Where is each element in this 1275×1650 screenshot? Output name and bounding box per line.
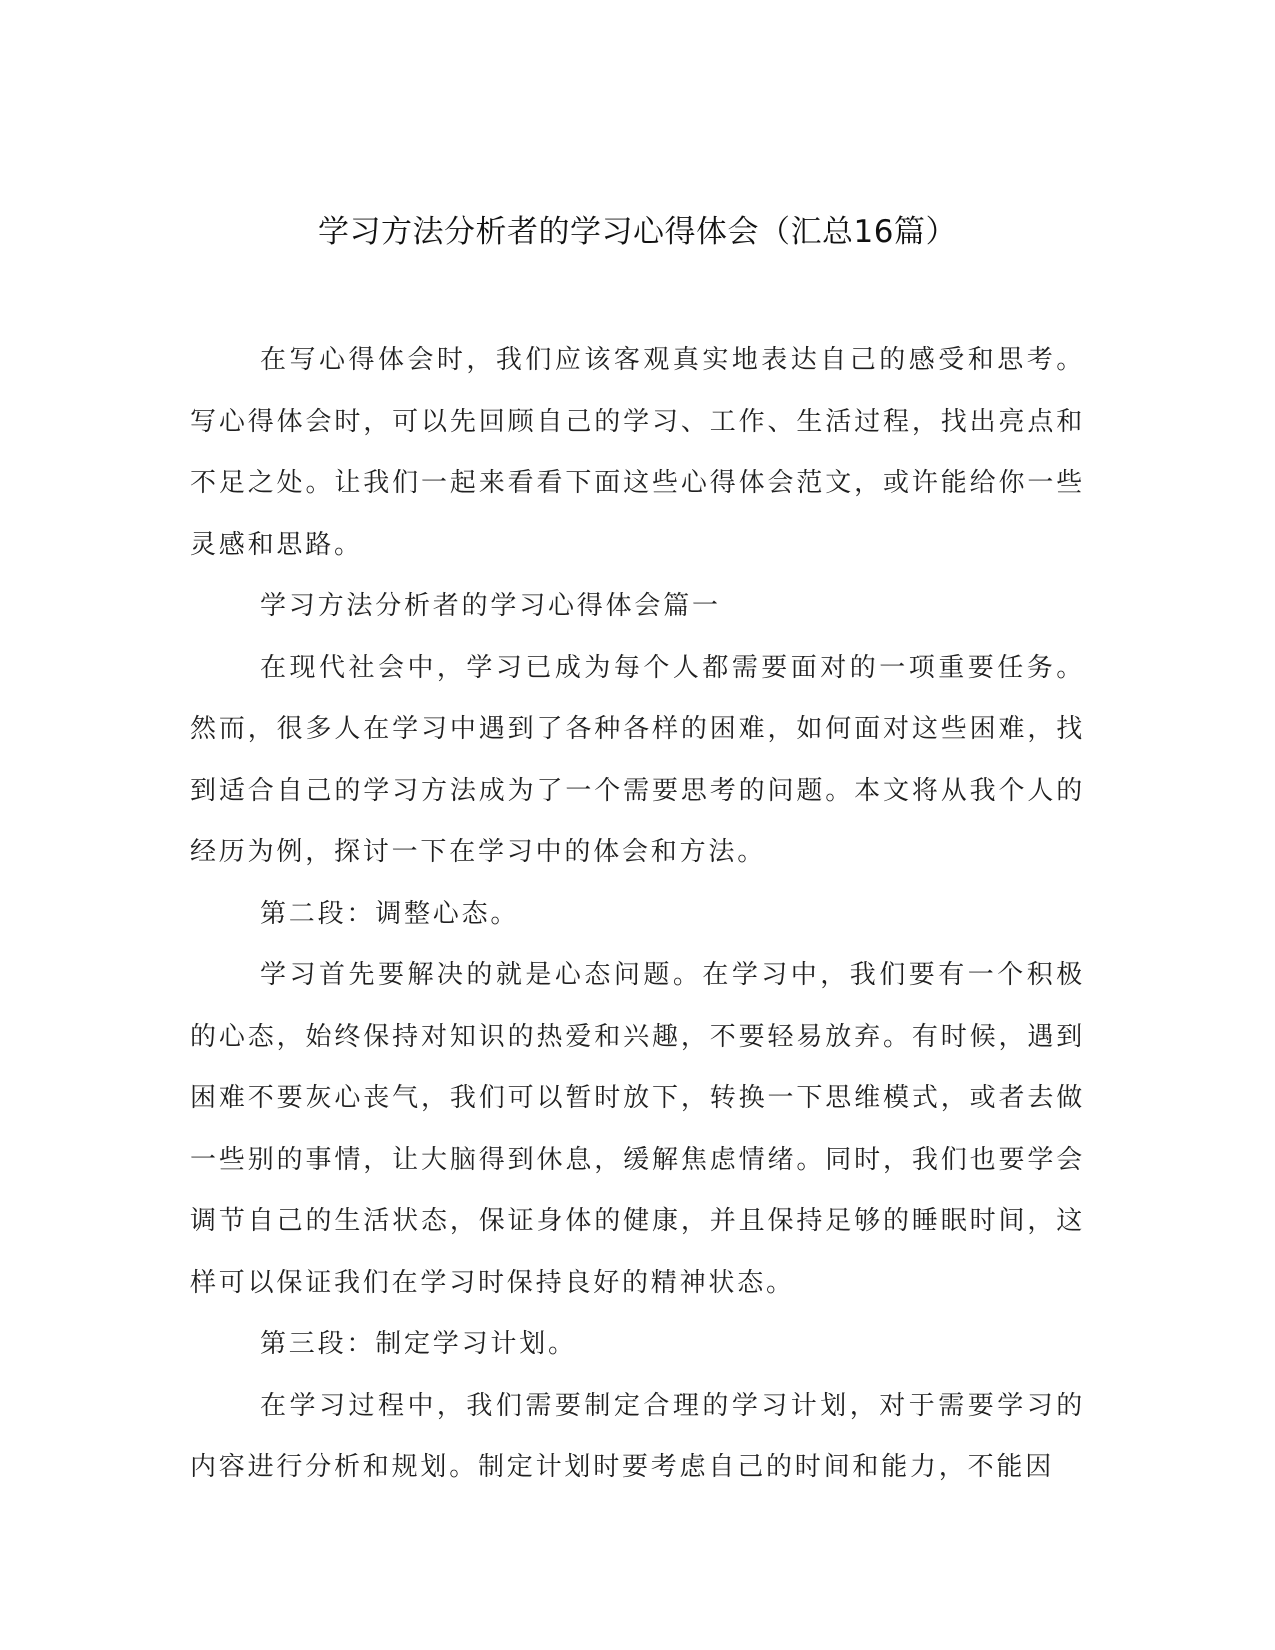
document-title: 学习方法分析者的学习心得体会（汇总16篇） bbox=[318, 214, 957, 250]
paragraph-mindset: 学习首先要解决的就是心态问题。在学习中，我们要有一个积极的心态，始终保持对知识的热爱和兴趣，不要轻易放弃。有时候，遇到困难不要灰心丧气，我们可以暂时放下，转换一下思维模式，或者去做一些别的事情，让大脑得到休息，缓解焦虑情绪。同时，我们也要学会调节自己的生活状态，保证身体的健康，并且保持足够的睡眠时间，这样可以保证我们在学习时保持良好的精神状态。 bbox=[190, 960, 1085, 1298]
paragraph-study-plan: 在学习过程中，我们需要制定合理的学习计划，对于需要学习的内容进行分析和规划。制定计划时要考虑自己的时间和能力，不能因 bbox=[190, 1390, 1085, 1482]
paragraph-intro: 在写心得体会时，我们应该客观真实地表达自己的感受和思考。写心得体会时，可以先回顾自己的学习、工作、生活过程，找出亮点和不足之处。让我们一起来看看下面这些心得体会范文，或许能给你一些灵感和思路。 bbox=[190, 345, 1085, 560]
paragraph-first-section: 在现代社会中，学习已成为每个人都需要面对的一项重要任务。然而，很多人在学习中遇到了各种各样的困难，如何面对这些困难，找到适合自己的学习方法成为了一个需要思考的问题。本文将从我个人的经历为例，探讨一下在学习中的体会和方法。 bbox=[190, 652, 1085, 867]
section-heading-part-one: 学习方法分析者的学习心得体会篇一 bbox=[260, 591, 721, 621]
document-body bbox=[190, 330, 1085, 1499]
section-heading-second: 第二段：调整心态。 bbox=[260, 898, 520, 929]
section-heading-third: 第三段：制定学习计划。 bbox=[260, 1329, 577, 1359]
